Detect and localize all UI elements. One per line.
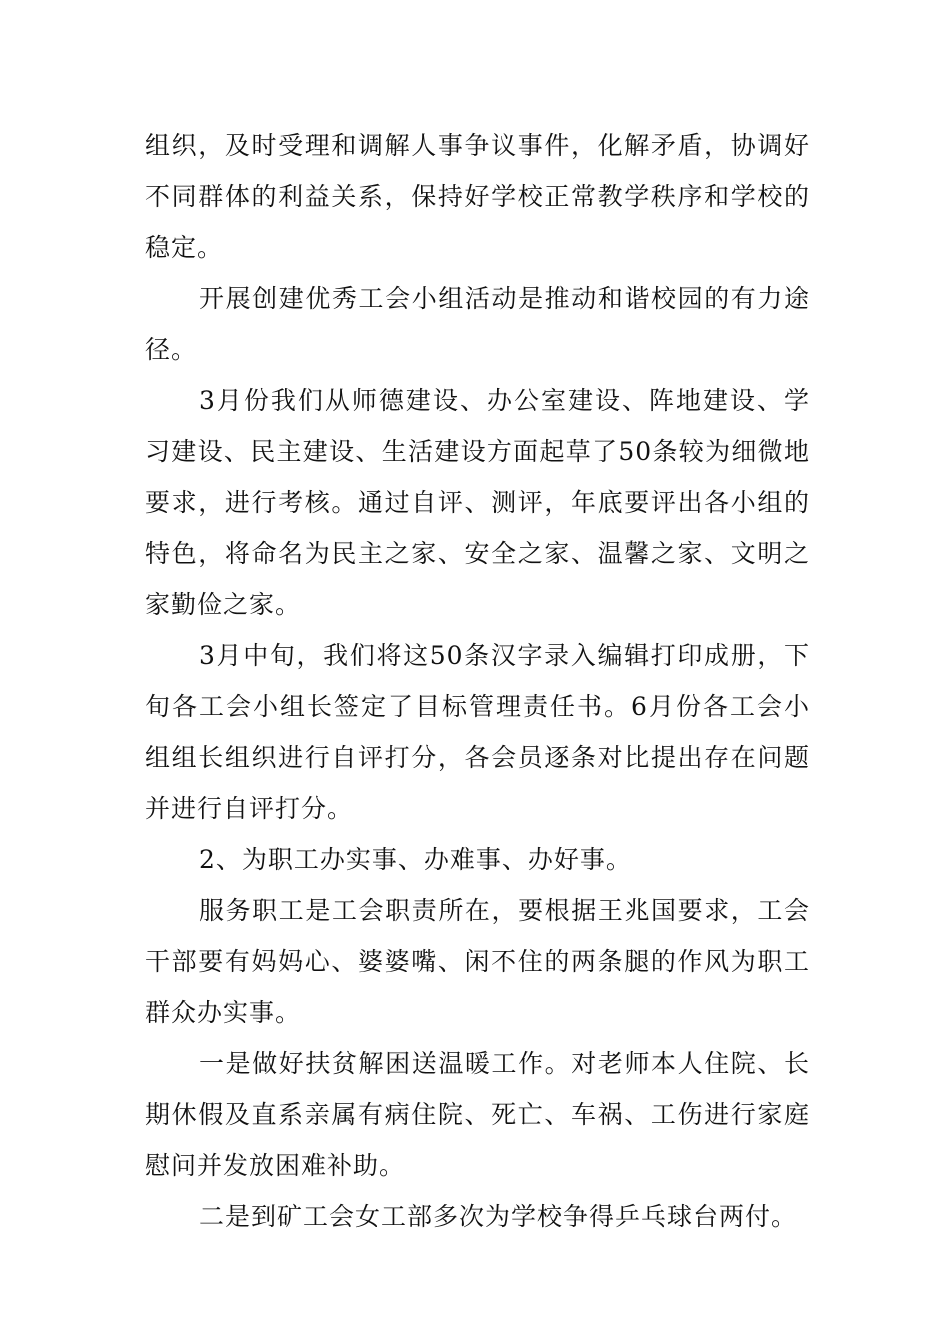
section-heading-2: 2、为职工办实事、办难事、办好事。 bbox=[199, 845, 632, 874]
paragraph-6: 一是做好扶贫解困送温暖工作。对老师本人住院、长期休假及直系亲属有病住院、死亡、车祸、工伤进行家庭慰问并发放困难补助。 bbox=[145, 1049, 810, 1180]
paragraph-7: 二是到矿工会女工部多次为学校争得乒乓球台两付。 bbox=[199, 1202, 798, 1231]
paragraph-4: 3月中旬，我们将这50条汉字录入编辑打印成册，下旬各工会小组长签定了目标管理责任书。6月份各工会小组组长组织进行自评打分，各会员逐条对比提出存在问题并进行自评打分。 bbox=[145, 641, 810, 823]
paragraph-5: 服务职工是工会职责所在，要根据王兆国要求，工会干部要有妈妈心、婆婆嘴、闲不住的两条腿的作风为职工群众办实事。 bbox=[145, 896, 810, 1027]
document-body bbox=[145, 120, 810, 1242]
paragraph-2: 开展创建优秀工会小组活动是推动和谐校园的有力途径。 bbox=[145, 284, 810, 364]
paragraph-1: 组织，及时受理和调解人事争议事件，化解矛盾，协调好不同群体的利益关系，保持好学校正常教学秩序和学校的稳定。 bbox=[145, 131, 810, 262]
paragraph-3: 3月份我们从师德建设、办公室建设、阵地建设、学习建设、民主建设、生活建设方面起草了50条较为细微地要求，进行考核。通过自评、测评，年底要评出各小组的特色，将命名为民主之家、安全之家、温馨之家、文明之家勤俭之家。 bbox=[145, 386, 810, 619]
